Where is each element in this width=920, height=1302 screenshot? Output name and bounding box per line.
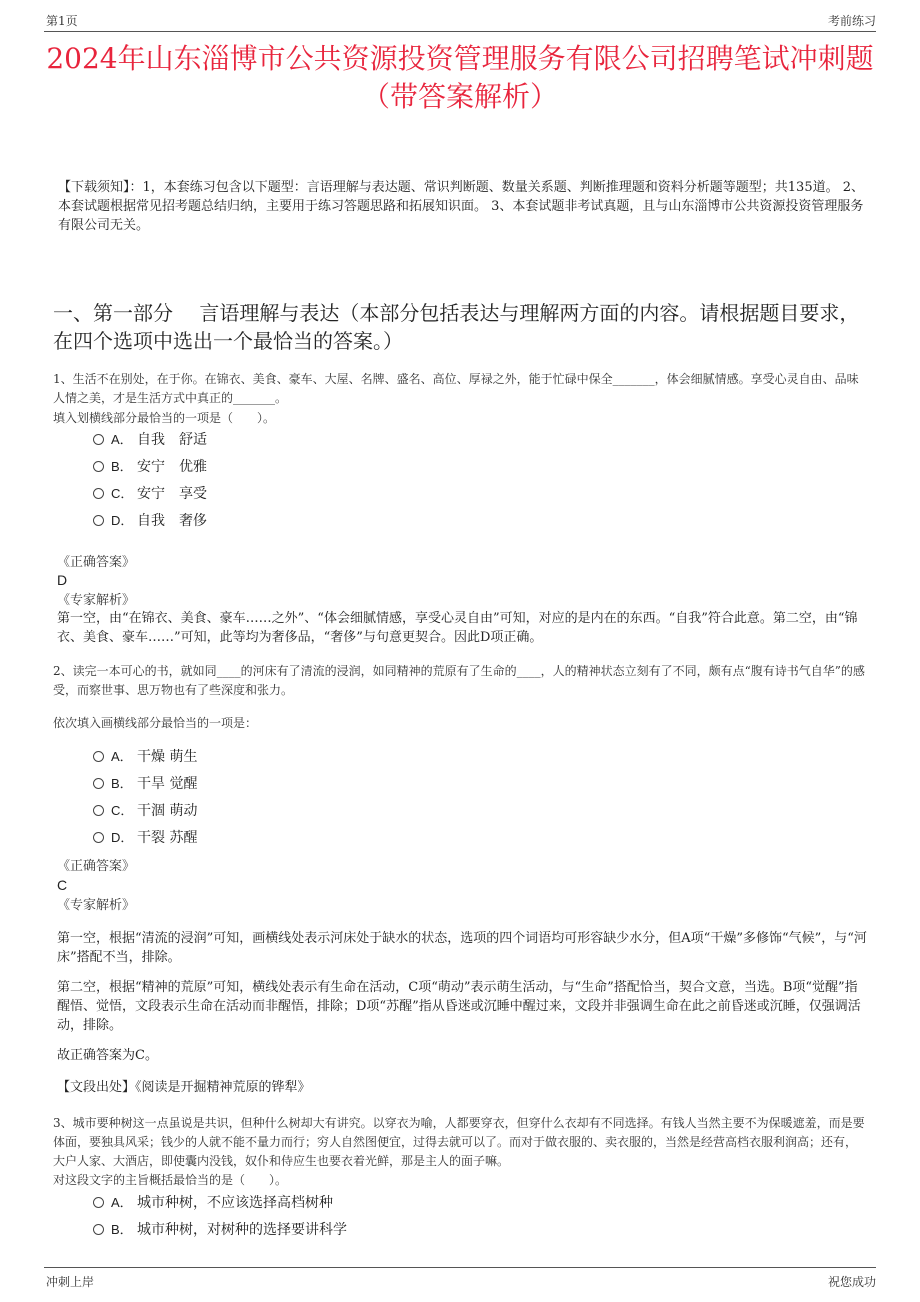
radio-icon[interactable] [93, 805, 104, 816]
question-2-option-b[interactable]: B． 干旱 觉醒 [93, 774, 197, 794]
section-heading: 一、第一部分 言语理解与表达（本部分包括表达与理解两方面的内容。请根据题目要求，在四个选项中选出一个最恰当的答案。） [53, 301, 860, 353]
radio-icon[interactable] [93, 434, 104, 445]
question-1-stem: 1、生活不在别处，在于你。在锦衣、美食、豪车、大屋、名牌、盛名、高位、厚禄之外，能于忙碌中保全_______，体会细腻情感。享受心灵自由、品味人情之美，才是生活方式中真正的_______。 [53, 372, 859, 405]
question-3-option-a[interactable]: A． 城市种树，不应该选择高档树种 [93, 1193, 333, 1213]
question-1-option-a[interactable]: A． 自我 舒适 [93, 430, 207, 450]
page-number: 第1页 [46, 14, 78, 28]
question-2-answer: C [57, 877, 68, 893]
question-1-analysis: 第一空，由“在锦衣、美食、豪车……之外”、“体会细腻情感，享受心灵自由”可知，对应的是内在的东西。“自我”符合此意。第二空，由“锦衣、美食、豪车……”可知，此等均为奢侈品，“奢侈”与句意更契合。因此D项正确。 [57, 611, 858, 645]
question-2-analysis-paragraph: 第二空，根据“精神的荒原”可知，横线处表示有生命在活动，C项“萌动”表示萌生活动，与“生命”搭配恰当，契合文意，当选。B项“觉醒”指醒悟、觉悟，文段表示生命在活动而非醒悟，排除；D项“苏醒”指从昏迷或沉睡中醒过来，文段并非强调生命在此之前昏迷或沉睡，仅强调活动，排除。 [57, 980, 861, 1033]
question-2-option-d[interactable]: D． 干裂 苏醒 [93, 828, 197, 848]
question-2-answer-label: 《正确答案》 [57, 859, 136, 874]
footer-right-label: 祝您成功 [827, 1275, 876, 1289]
radio-icon[interactable] [93, 778, 104, 789]
question-3-prompt: 对这段文字的主旨概括最恰当的是（ ）。 [53, 1173, 288, 1187]
question-2-analysis-paragraph: 第一空，根据“清流的浸润”可知，画横线处表示河床处于缺水的状态，选项的四个词语均可形容缺少水分，但A项“干燥”多修饰“气候”，与“河床”搭配不当，排除。 [57, 931, 867, 965]
question-1-prompt: 填入划横线部分最恰当的一项是（ ）。 [53, 411, 276, 425]
question-2-option-c[interactable]: C． 干涸 萌动 [93, 801, 197, 821]
question-1-analysis-label: 《专家解析》 [57, 593, 136, 608]
question-2-source: 【文段出处】《阅读是开掘精神荒原的铧犁》 [57, 1080, 311, 1095]
radio-icon[interactable] [93, 461, 104, 472]
question-2-prompt: 依次填入画横线部分最恰当的一项是： [53, 716, 258, 730]
header-rule [44, 31, 876, 32]
question-2-analysis-label: 《专家解析》 [57, 898, 136, 913]
question-1-option-d[interactable]: D． 自我 奢侈 [93, 511, 207, 531]
radio-icon[interactable] [93, 515, 104, 526]
question-2-stem: 2、读完一本可心的书，就如同____的河床有了清流的浸润，如同精神的荒原有了生命的____，人的精神状态立刻有了不同，颇有点“腹有诗书气自华”的感受，而察世事、思万物也有了些深度和张力。 [53, 664, 865, 697]
question-2-conclusion: 故正确答案为C。 [57, 1048, 158, 1063]
question-1-option-c[interactable]: C． 安宁 享受 [93, 484, 207, 504]
question-3-option-b[interactable]: B． 城市种树，对树种的选择要讲科学 [93, 1220, 347, 1240]
footer-left-label: 冲刺上岸 [46, 1275, 95, 1289]
radio-icon[interactable] [93, 751, 104, 762]
question-1-option-b[interactable]: B． 安宁 优雅 [93, 457, 207, 477]
question-1-answer: D [57, 572, 68, 588]
header-right-label: 考前练习 [827, 14, 876, 28]
footer-rule [44, 1267, 876, 1268]
document-title: 2024年山东淄博市公共资源投资管理服务有限公司招聘笔试冲刺题（带答案解析） [46, 42, 874, 113]
question-2-option-a[interactable]: A． 干燥 萌生 [93, 747, 197, 767]
radio-icon[interactable] [93, 832, 104, 843]
question-3-stem: 3、城市要种树这一点虽说是共识，但种什么树却大有讲究。以穿衣为喻，人都要穿衣，但穿什么衣却有不同选择。有钱人当然主要不为保暖遮羞，而是要体面，要独具风采；钱少的人就不能不量力而行；穷人自然图便宜，过得去就可以了。而对于做衣服的、卖衣服的，当然是经营高档衣服利润高；还有，大户人家、大酒店，即使囊内没钱，奴仆和侍应生也要衣着光鲜，那是主人的面子嘛。 [53, 1116, 865, 1168]
question-1-answer-label: 《正确答案》 [57, 555, 136, 570]
radio-icon[interactable] [93, 488, 104, 499]
radio-icon[interactable] [93, 1197, 104, 1208]
radio-icon[interactable] [93, 1224, 104, 1235]
download-notice: 【下载须知】：1，本套练习包含以下题型：言语理解与表达题、常识判断题、数量关系题、判断推理题和资料分析题等题型；共135道。 2、本套试题根据常见招考题总结归纳，主要用于练习答题思路和拓展知识面。 3、本套试题非考试真题，且与山东淄博市公共资源投资管理服务有限公司无关。 [58, 180, 864, 233]
